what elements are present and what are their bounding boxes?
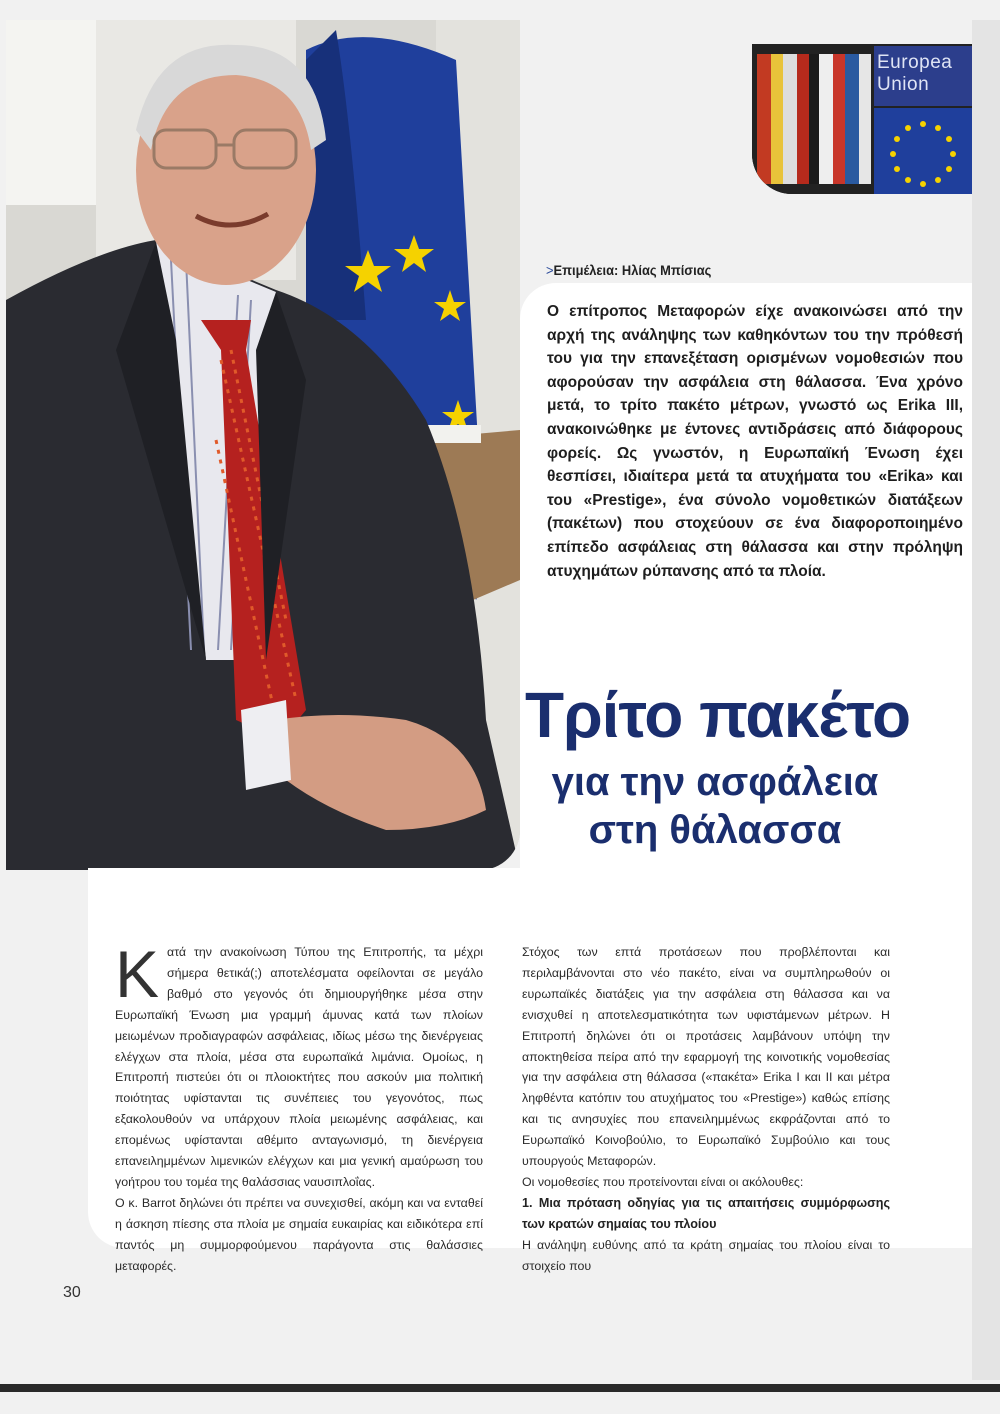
scan-edge	[972, 20, 1000, 1380]
eu-sign	[874, 46, 972, 106]
body-paragraph: Οι νομοθεσίες που προτείνονται είναι οι ακόλουθες:	[522, 1174, 804, 1189]
byline	[546, 262, 711, 278]
body-paragraph: Ο κ. Barrot δηλώνει ότι πρέπει να συνεχισθεί, ακόμη και να ενταθεί η άσκηση πίεσης στα πλοία με σημαία ευκαιρίας και ειδικότερα επί παντός μη συμμορφούμενου παράγοντα στις θαλάσσιες μεταφορές.	[115, 1195, 483, 1273]
body-column-right	[522, 942, 890, 1277]
hero-photo	[6, 20, 520, 870]
eu-stars-icon	[874, 108, 972, 194]
body-column-left	[115, 937, 483, 1277]
body-paragraph: Η ανάληψη ευθύνης από τα κράτη σημαίας του πλοίου είναι το στοιχείο που	[522, 1237, 890, 1273]
article-subtitle	[525, 758, 905, 854]
subtitle-line-2: στη θάλασσα	[588, 808, 842, 852]
scan-border	[0, 1384, 1000, 1392]
portrait-illustration	[6, 20, 520, 870]
article-title: Τρίτο πακέτο	[525, 679, 911, 751]
eu-sign-line2: Union	[877, 74, 930, 95]
page-number: 30	[63, 1284, 81, 1301]
eu-sign-line1: Europea	[877, 52, 953, 73]
drop-cap: Κ	[115, 937, 160, 1011]
body-paragraph-text: ατά την ανακοίνωση Τύπου της Επιτροπής, τα μέχρι σήμερα θετικά(;) αποτελέσματα οφείλονται σε μεγάλο βαθμό στο γεγονός ότι δημιουργήθηκε μέσα στην Ευρωπαϊκή Ένωση μια γραμμή άμυνας κατά των πλοίων μειωμένων προδιαγραφών ασφάλειας, ιδίως μέσω της διενέργειας ελέγχων στα πλοία, μέσα στα ευρωπαϊκά λιμάνια. Ομοίως, η Επιτροπή πιστεύει ότι οι πλοιοκτήτες που ασκούν μια πολιτική ποιότητας υφίστανται τις συνέπειες του γεγονότος, πως εξακολουθούν να υπάρχουν πλοία μειωμένης ασφάλειας, και επομένως υφίστανται αθέμιτο ανταγωνισμό, τη διενέργεια επανειλημμένων λιμενικών ελέγχων και μια γενική αμαύρωση του γοήτρου του τομέα της θαλάσσιας ναυσιπλοΐας.	[115, 945, 483, 1189]
byline-label: Επιμέλεια: Ηλίας Μπίσιας	[553, 262, 712, 278]
eu-thumbnail	[752, 44, 972, 194]
section-heading: 1. Μια πρόταση οδηγίας για τις απαιτήσεις συμμόρφωσης των κρατών σημαίας του πλοίου	[522, 1195, 890, 1231]
byline-marker: >	[546, 262, 554, 278]
body-paragraph: Στόχος των επτά προτάσεων που προβλέπονται και περιλαμβάνονται στο νέο πακέτο, είναι να συμπληρωθούν οι ευρωπαϊκές διατάξεις για την ασφάλεια στη θάλασσα και να ενισχυθεί η αποτελεσματικότητα των υφιστάμενων μέτρων. Η Επιτροπή δηλώνει ότι οι προτάσεις λαμβάνουν υπόψη την αποκτηθείσα πείρα από την εφαρμογή της κοινοτικής νομοθεσίας για την ασφάλεια στη θάλασσα («πακέτα» Erika I και II και μέτρα ληφθέντα κατόπιν του ατυχήματος του «Prestige») καθώς επίσης και τις ανησυχίες που επανειλημμένως εκφράζονται από το Ευρωπαϊκό Κοινοβούλιο, το Ευρωπαϊκό Συμβούλιο και τους υπουργούς Μεταφορών.	[522, 945, 890, 1169]
subtitle-line-1: για την ασφάλεια	[551, 760, 879, 804]
body-paragraph	[115, 937, 483, 1193]
intro-paragraph: Ο επίτροπος Μεταφορών είχε ανακοινώσει από την αρχή της ανάληψης των καθηκόντων του την πρόθεσή του για την επανεξέταση ορισμένων νομοθεσιών που αφορούσαν την ασφάλεια στη θάλασσα. Ένα χρόνο μετά, το τρίτο πακέτο μέτρων, γνωστό ως Erika III, ανακοινώθηκε με έντονες αντιδράσεις από διάφορους φορείς. Ως γνωστόν, η Ευρωπαϊκή Ένωση έχει θεσπίσει, ιδιαίτερα μετά τα ατυχήματα του «Erika» και του «Prestige», ένα σύνολο νομοθετικών διατάξεων (πακέτων) που στοχεύουν σε ένα διαφοροποιημένο επίπεδο ασφάλειας στη θάλασσα και στην πρόληψη ατυχημάτων ρύπανσης από τα πλοία.	[547, 303, 963, 580]
